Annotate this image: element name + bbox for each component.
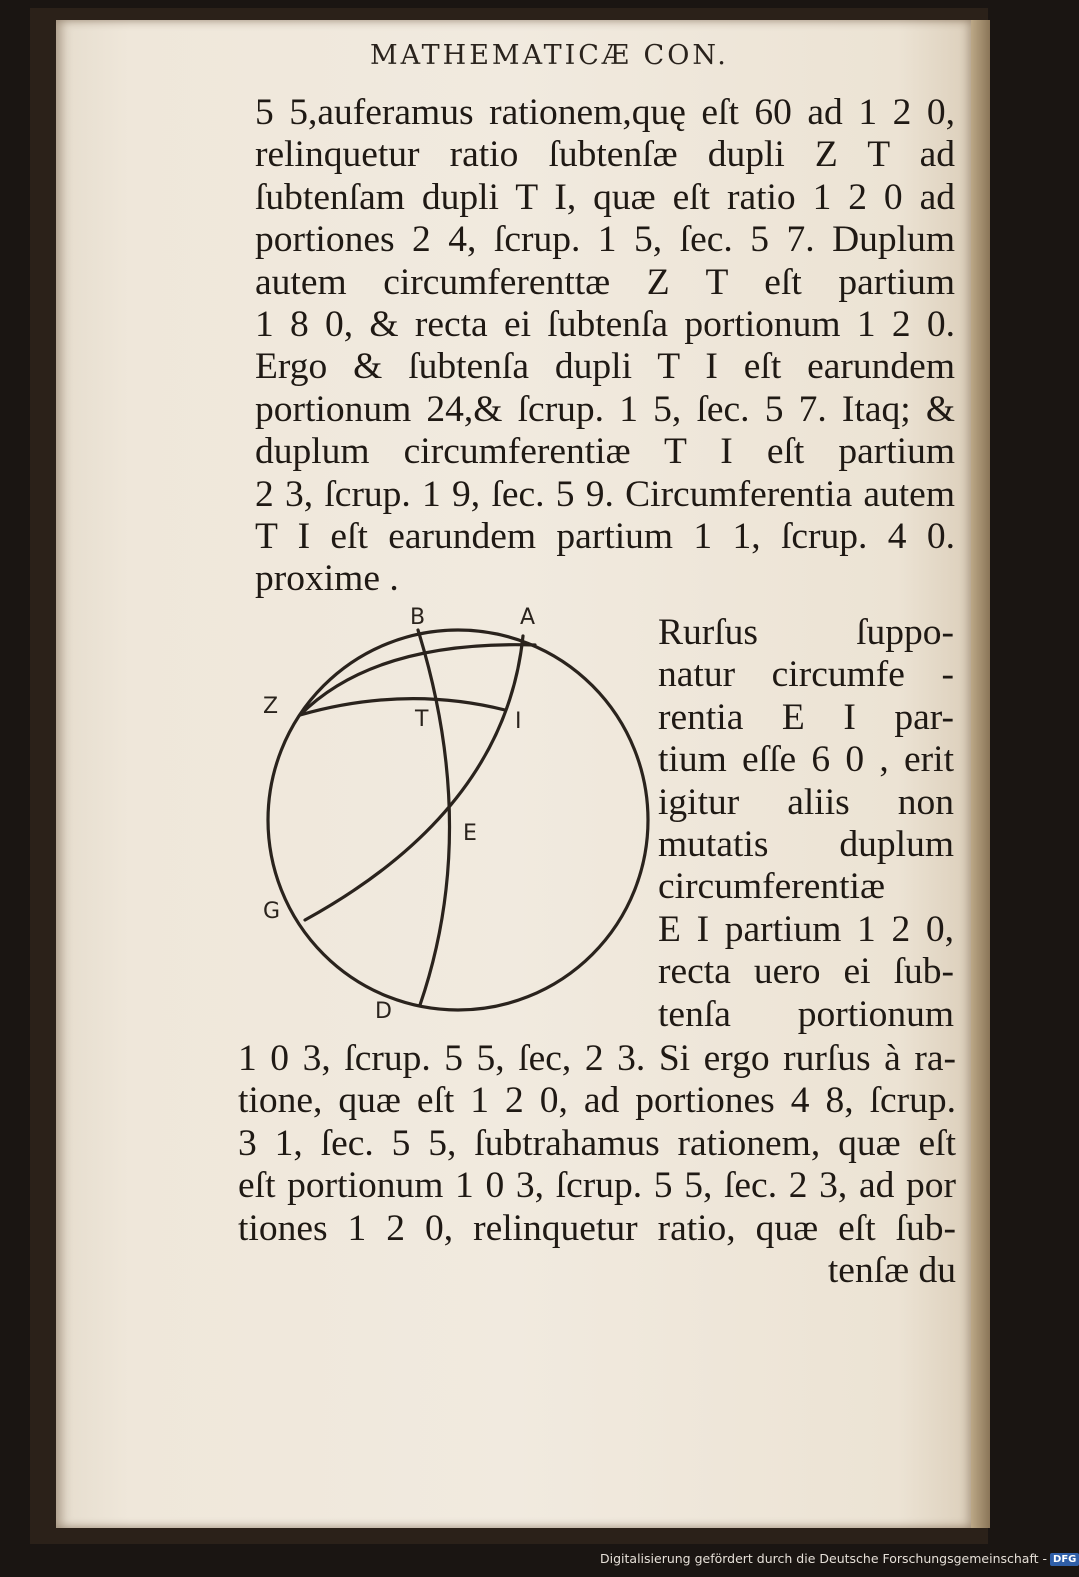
lower-text-block [238,1038,956,1292]
label-g: G [263,899,281,924]
label-i: I [515,709,522,734]
text-line: tenſa portionum [658,993,954,1035]
text-line: relinquetur ratio ſubtenſæ dupli Z T ad [255,134,955,176]
digitization-footer [600,1551,1079,1566]
text-line: natur circumfe - [658,654,954,696]
arc-a-g [305,636,523,920]
great-circle [268,630,648,1010]
text-line: igitur aliis non [658,781,954,823]
text-line: portionum 24,& ſcrup. 1 5, ſec. 5 7. Itaq; & [255,388,955,430]
text-line: 1 0 3, ſcrup. 5 5, ſec, 2 3. Si ergo rurſus à ra- [238,1038,956,1079]
text-line: autem circumferenttæ Z T eſt partium [255,261,955,303]
text-line: eſt portionum 1 0 3, ſcrup. 5 5, ſec. 2 3, ad por [238,1165,956,1207]
arc-z-a [300,645,535,715]
text-line: tiones 1 2 0, relinquetur ratio, quæ eſt ſub- [238,1207,956,1249]
text-line: recta uero ei ſub- [658,951,954,993]
catchword: tenſæ du [827,1249,956,1291]
circle-diagram [255,600,655,1030]
text-line: duplum circumferentiæ T I eſt partium [255,431,955,473]
label-d: D [375,999,392,1024]
text-line: 3 1, ſec. 5 5, ſubtrahamus rationem, quæ eſt [238,1122,956,1164]
text-line: tione, quæ eſt 1 2 0, ad portiones 4 8, ſcrup. [238,1080,956,1122]
arc-b-d [418,630,450,1005]
footer-text: Digitalisierung gefördert durch die Deutsche Forschungsgemeinschaft - [600,1551,1048,1566]
text-line: mutatis duplum [658,823,954,865]
text-line: 1 8 0, & recta ei ſubtenſa portionum 1 2 0. [255,303,955,345]
text-line: portiones 2 4, ſcrup. 1 5, ſec. 5 7. Duplum [255,219,955,261]
geometric-figure [255,600,655,1030]
side-text-block [658,612,954,1036]
running-head: MATHEMATICÆ CON. [370,40,729,71]
label-z: Z [263,694,279,719]
label-t: T [415,707,429,732]
text-line: ſubtenſam dupli T I, quæ eſt ratio 1 2 0 ad [255,176,955,218]
text-line: Ergo & ſubtenſa dupli T I eſt earundem [255,346,955,388]
text-line: circumferentiæ [658,866,885,908]
text-line: E I partium 1 2 0, [658,908,954,950]
text-line: 2 3, ſcrup. 1 9, ſec. 5 9. Circumferentia autem [255,473,955,515]
arc-z-i [300,699,505,715]
dfg-logo: DFG [1050,1553,1079,1566]
text-line: Rurſus ſuppo- [658,612,954,653]
label-a: A [520,605,536,630]
label-e: E [463,821,477,846]
text-line: proxime . [255,558,399,600]
text-line: tium eſſe 6 0 , erit [658,739,954,781]
label-b: B [410,605,426,630]
text-line: rentia E I par- [658,696,954,738]
text-line: T I eſt earundem partium 1 1, ſcrup. 4 0. [255,515,955,557]
text-line: 5 5,auferamus rationem,quę eſt 60 ad 1 2 0, [255,92,955,133]
main-text-block [255,92,955,601]
